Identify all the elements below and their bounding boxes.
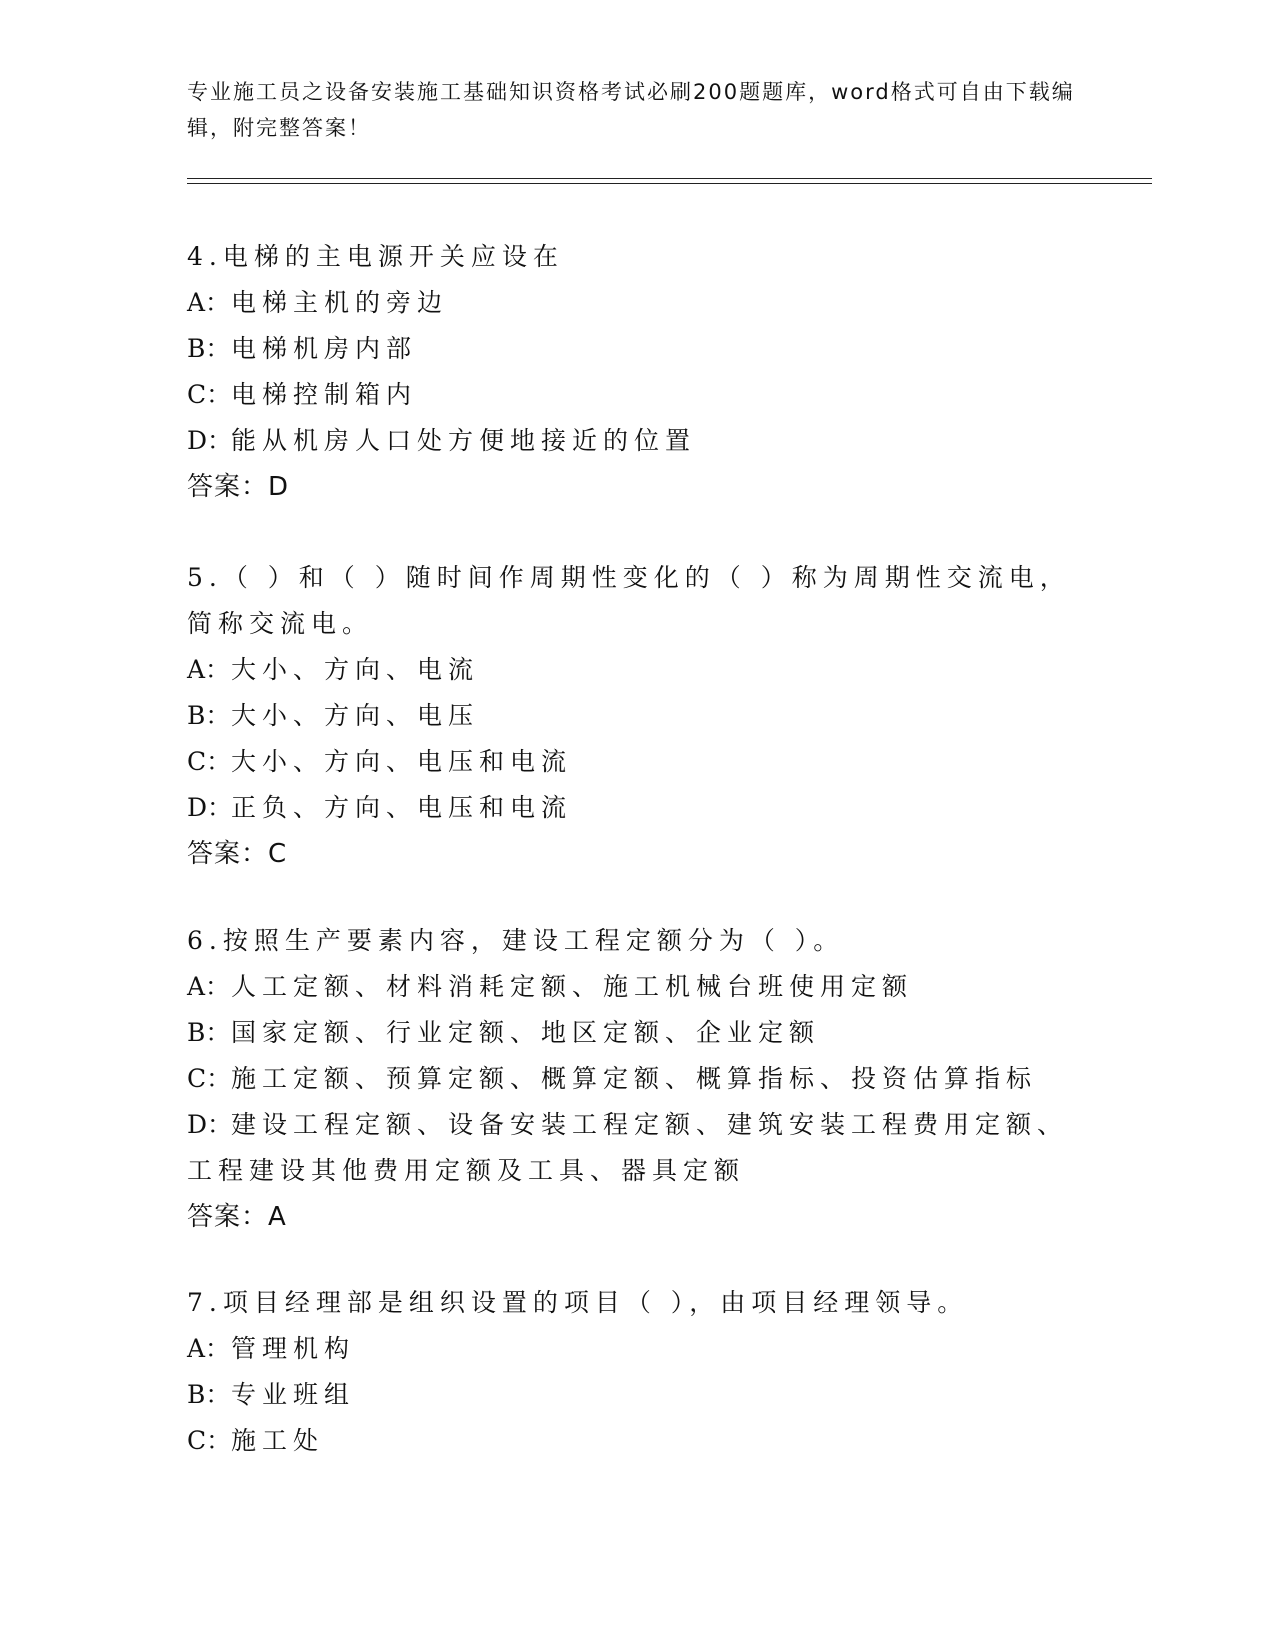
option-b: [187, 1372, 1087, 1418]
question-stem: 4.电梯的主电源开关应设在: [187, 242, 564, 271]
option-key: A：: [187, 1334, 231, 1363]
option-text: 人工定额、材料消耗定额、施工机械台班使用定额: [231, 972, 914, 1001]
answer-line: 答案：D: [187, 472, 290, 502]
option-text: 电梯机房内部: [231, 334, 418, 363]
option-text: 电梯控制箱内: [231, 380, 418, 409]
option-text: 电梯主机的旁边: [231, 288, 449, 317]
option-c: [187, 372, 1087, 418]
option-key: C：: [187, 1064, 232, 1093]
option-b: [187, 693, 1087, 739]
option-key: D：: [187, 793, 233, 822]
option-text: 建设工程定额、设备安装工程定额、建筑安装工程费用定额、工程建设其他费用定额及工具、器具定额: [187, 1110, 1069, 1185]
option-a: [187, 1326, 1087, 1372]
header-divider-top: [187, 178, 1152, 179]
option-key: B：: [187, 1380, 231, 1409]
option-text: 大小、方向、电压和电流: [231, 747, 573, 776]
option-key: B：: [187, 1018, 231, 1047]
option-key: B：: [187, 701, 231, 730]
option-text: 大小、方向、电压: [231, 701, 480, 730]
option-b: [187, 326, 1087, 372]
answer-line: 答案：C: [187, 839, 288, 869]
option-key: C：: [187, 380, 232, 409]
option-text: 管理机构: [231, 1334, 356, 1363]
option-text: 施工处: [231, 1426, 325, 1455]
question-4: [187, 234, 1087, 510]
option-key: D：: [187, 426, 233, 455]
option-text: 正负、方向、电压和电流: [231, 793, 573, 822]
option-key: A：: [187, 655, 231, 684]
question-6: [187, 918, 1087, 1240]
option-c: [187, 1418, 1087, 1464]
option-text: 专业班组: [231, 1380, 356, 1409]
question-5: [187, 555, 1087, 877]
option-key: C：: [187, 1426, 232, 1455]
answer-line: 答案：A: [187, 1202, 287, 1232]
option-d: [187, 418, 1087, 464]
option-text: 国家定额、行业定额、地区定额、企业定额: [231, 1018, 821, 1047]
option-d: [187, 1102, 1087, 1194]
option-text: 能从机房人口处方便地接近的位置: [231, 426, 697, 455]
header-divider-bottom: [187, 183, 1152, 184]
question-7: [187, 1280, 1087, 1464]
document-header: 专业施工员之设备安装施工基础知识资格考试必刷200题题库，word格式可自由下载编辑，附完整答案！: [187, 80, 1075, 140]
option-c: [187, 1056, 1087, 1102]
option-key: C：: [187, 747, 232, 776]
option-b: [187, 1010, 1087, 1056]
option-text: 施工定额、预算定额、概算定额、概算指标、投资估算指标: [231, 1064, 1038, 1093]
option-key: D：: [187, 1110, 233, 1139]
option-d: [187, 785, 1087, 831]
option-a: [187, 280, 1087, 326]
option-key: A：: [187, 972, 231, 1001]
option-c: [187, 739, 1087, 785]
option-a: [187, 647, 1087, 693]
question-stem: 7.项目经理部是组织设置的项目（ ），由项目经理领导。: [187, 1288, 969, 1317]
option-key: B：: [187, 334, 231, 363]
option-key: A：: [187, 288, 231, 317]
question-stem: 5.（ ）和（ ）随时间作周期性变化的（ ）称为周期性交流电，简称交流电。: [187, 563, 1071, 638]
option-a: [187, 964, 1087, 1010]
option-text: 大小、方向、电流: [231, 655, 480, 684]
question-stem: 6.按照生产要素内容，建设工程定额分为（ ）。: [187, 926, 845, 955]
